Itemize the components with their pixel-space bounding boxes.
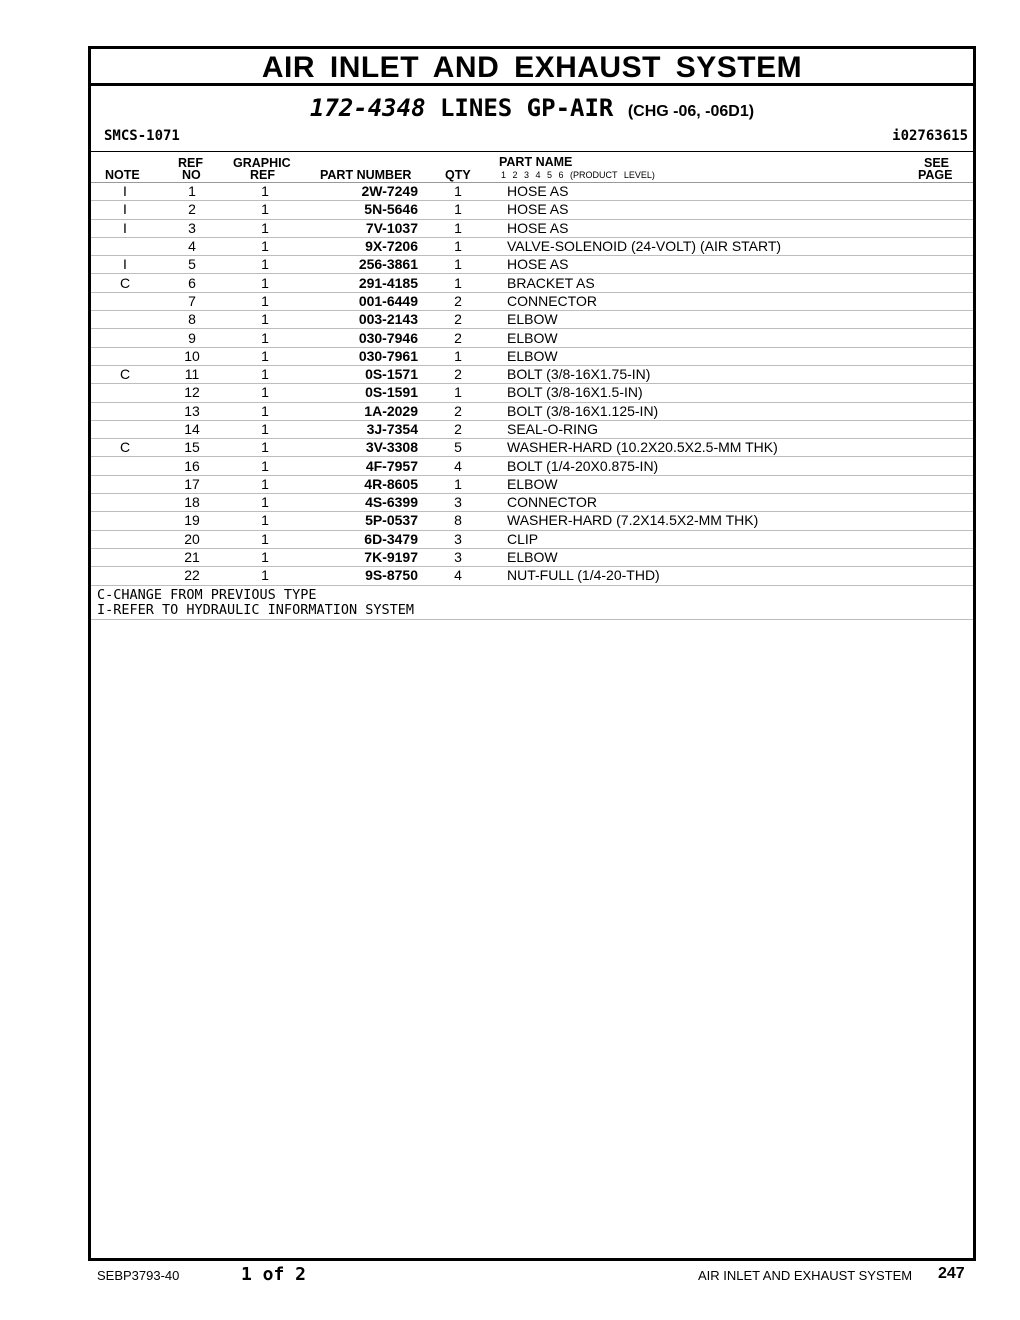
ref-no-cell: 17 [159, 475, 225, 493]
ref-no-cell: 8 [159, 311, 225, 329]
see-page-cell [913, 347, 973, 365]
note-cell [91, 512, 159, 530]
part-number-cell: 9S-8750 [305, 567, 418, 585]
note-cell [91, 567, 159, 585]
graphic-ref-cell: 1 [225, 311, 305, 329]
note-cell: I [91, 183, 159, 201]
graphic-ref-cell: 1 [225, 219, 305, 237]
see-page-cell [913, 292, 973, 310]
part-number-cell: 9X-7206 [305, 237, 418, 255]
col-graphic-header-bottom: REF [250, 168, 275, 182]
note-cell: I [91, 219, 159, 237]
graphic-ref-cell: 1 [225, 494, 305, 512]
part-name-cell: VALVE-SOLENOID (24-VOLT) (AIR START) [498, 237, 913, 255]
table-row [91, 183, 973, 201]
part-number-cell: 7K-9197 [305, 548, 418, 566]
col-graphic-header-top: GRAPHIC [233, 156, 291, 170]
see-page-cell [913, 475, 973, 493]
qty-cell: 2 [418, 292, 498, 310]
note-cell [91, 329, 159, 347]
see-page-cell [913, 548, 973, 566]
part-number-cell: 2W-7249 [305, 183, 418, 201]
qty-cell: 2 [418, 311, 498, 329]
table-row [91, 201, 973, 219]
table-row [91, 384, 973, 402]
qty-cell: 5 [418, 439, 498, 457]
part-number-cell: 0S-1571 [305, 365, 418, 383]
see-page-cell [913, 494, 973, 512]
note-cell [91, 347, 159, 365]
ref-no-cell: 19 [159, 512, 225, 530]
table-row [91, 256, 973, 274]
graphic-ref-cell: 1 [225, 384, 305, 402]
see-page-cell [913, 201, 973, 219]
part-number-cell: 030-7961 [305, 347, 418, 365]
graphic-ref-cell: 1 [225, 530, 305, 548]
parts-table-body [91, 183, 973, 585]
part-group-name: LINES GP-AIR [439, 94, 614, 122]
graphic-ref-cell: 1 [225, 237, 305, 255]
table-row [91, 292, 973, 310]
note-cell: I [91, 256, 159, 274]
part-number-cell: 4R-8605 [305, 475, 418, 493]
part-name-cell: WASHER-HARD (10.2X20.5X2.5-MM THK) [498, 439, 913, 457]
note-hydraulic: I-REFER TO HYDRAULIC INFORMATION SYSTEM [97, 601, 414, 618]
col-ref-header-bottom: NO [182, 168, 201, 182]
table-row [91, 274, 973, 292]
graphic-ref-cell: 1 [225, 274, 305, 292]
col-part-name-header: PART NAME [499, 155, 573, 169]
note-cell [91, 548, 159, 566]
ref-no-cell: 18 [159, 494, 225, 512]
note-cell: I [91, 201, 159, 219]
ref-no-cell: 2 [159, 201, 225, 219]
part-number-cell: 291-4185 [305, 274, 418, 292]
qty-cell: 1 [418, 384, 498, 402]
graphic-ref-cell: 1 [225, 365, 305, 383]
part-number-cell: 0S-1591 [305, 384, 418, 402]
note-cell [91, 311, 159, 329]
see-page-cell [913, 183, 973, 201]
note-cell [91, 530, 159, 548]
note-cell [91, 457, 159, 475]
see-page-cell [913, 256, 973, 274]
page-footer [0, 1264, 1020, 1290]
part-name-cell: ELBOW [498, 475, 913, 493]
note-cell: C [91, 365, 159, 383]
col-ref-header-top: REF [178, 156, 203, 170]
qty-cell: 2 [418, 329, 498, 347]
note-cell: C [91, 274, 159, 292]
graphic-ref-cell: 1 [225, 402, 305, 420]
table-row [91, 494, 973, 512]
qty-cell: 1 [418, 201, 498, 219]
part-name-cell: BRACKET AS [498, 274, 913, 292]
change-note: (CHG -06, -06D1) [627, 103, 755, 120]
part-group-number: 172-4348 [309, 94, 426, 122]
part-name-cell: NUT-FULL (1/4-20-THD) [498, 567, 913, 585]
col-qty-header: QTY [445, 168, 471, 182]
table-row [91, 311, 973, 329]
qty-cell: 1 [418, 475, 498, 493]
see-page-cell [913, 420, 973, 438]
part-number-cell: 256-3861 [305, 256, 418, 274]
qty-cell: 1 [418, 274, 498, 292]
ref-no-cell: 16 [159, 457, 225, 475]
table-row [91, 365, 973, 383]
part-number-cell: 4S-6399 [305, 494, 418, 512]
graphic-ref-cell: 1 [225, 292, 305, 310]
part-number-cell: 3J-7354 [305, 420, 418, 438]
qty-cell: 1 [418, 256, 498, 274]
part-name-cell: SEAL-O-RING [498, 420, 913, 438]
table-row [91, 475, 973, 493]
qty-cell: 4 [418, 567, 498, 585]
document-frame [88, 46, 976, 1261]
part-number-cell: 6D-3479 [305, 530, 418, 548]
table-row [91, 329, 973, 347]
part-number-cell: 7V-1037 [305, 219, 418, 237]
graphic-ref-cell: 1 [225, 548, 305, 566]
note-cell [91, 420, 159, 438]
table-row [91, 420, 973, 438]
product-level-header: 1 2 3 4 5 6 (PRODUCT LEVEL) [501, 170, 655, 180]
note-cell [91, 475, 159, 493]
part-name-cell: CONNECTOR [498, 292, 913, 310]
part-name-cell: CONNECTOR [498, 494, 913, 512]
part-number-cell: 5N-5646 [305, 201, 418, 219]
part-name-cell: HOSE AS [498, 219, 913, 237]
qty-cell: 2 [418, 420, 498, 438]
see-page-cell [913, 329, 973, 347]
part-name-cell: HOSE AS [498, 183, 913, 201]
ref-no-cell: 14 [159, 420, 225, 438]
see-page-cell [913, 402, 973, 420]
image-id: i02763615 [892, 128, 968, 144]
ref-no-cell: 20 [159, 530, 225, 548]
see-page-cell [913, 384, 973, 402]
part-name-cell: BOLT (3/8-16X1.5-IN) [498, 384, 913, 402]
ref-no-cell: 3 [159, 219, 225, 237]
qty-cell: 1 [418, 183, 498, 201]
table-row [91, 457, 973, 475]
table-row [91, 439, 973, 457]
graphic-ref-cell: 1 [225, 347, 305, 365]
graphic-ref-cell: 1 [225, 201, 305, 219]
part-number-cell: 3V-3308 [305, 439, 418, 457]
qty-cell: 3 [418, 494, 498, 512]
see-page-cell [913, 439, 973, 457]
note-cell [91, 402, 159, 420]
graphic-ref-cell: 1 [225, 457, 305, 475]
ref-no-cell: 11 [159, 365, 225, 383]
footer-page-of: 1 of 2 [241, 1264, 307, 1285]
qty-cell: 2 [418, 402, 498, 420]
table-row [91, 530, 973, 548]
note-cell [91, 292, 159, 310]
col-part-number-header: PART NUMBER [320, 168, 412, 182]
part-name-cell: HOSE AS [498, 256, 913, 274]
part-name-cell: ELBOW [498, 311, 913, 329]
note-change: C-CHANGE FROM PREVIOUS TYPE [97, 586, 317, 603]
part-name-cell: BOLT (1/4-20X0.875-IN) [498, 457, 913, 475]
part-number-cell: 003-2143 [305, 311, 418, 329]
see-page-cell [913, 365, 973, 383]
qty-cell: 3 [418, 548, 498, 566]
see-page-cell [913, 311, 973, 329]
qty-cell: 1 [418, 347, 498, 365]
identifier-row [91, 122, 973, 152]
part-name-cell: ELBOW [498, 548, 913, 566]
ref-no-cell: 13 [159, 402, 225, 420]
ref-no-cell: 9 [159, 329, 225, 347]
page-title: AIR INLET AND EXHAUST SYSTEM [91, 49, 973, 86]
table-row [91, 512, 973, 530]
ref-no-cell: 1 [159, 183, 225, 201]
col-see-header-bottom: PAGE [918, 168, 953, 182]
graphic-ref-cell: 1 [225, 183, 305, 201]
graphic-ref-cell: 1 [225, 475, 305, 493]
qty-cell: 4 [418, 457, 498, 475]
part-group-heading [91, 86, 973, 122]
table-row [91, 548, 973, 566]
part-name-cell: ELBOW [498, 329, 913, 347]
graphic-ref-cell: 1 [225, 567, 305, 585]
table-row [91, 567, 973, 585]
qty-cell: 3 [418, 530, 498, 548]
ref-no-cell: 4 [159, 237, 225, 255]
qty-cell: 2 [418, 365, 498, 383]
part-number-cell: 001-6449 [305, 292, 418, 310]
ref-no-cell: 7 [159, 292, 225, 310]
footer-doc-number: SEBP3793-40 [97, 1268, 180, 1283]
graphic-ref-cell: 1 [225, 439, 305, 457]
graphic-ref-cell: 1 [225, 329, 305, 347]
ref-no-cell: 21 [159, 548, 225, 566]
part-name-cell: HOSE AS [498, 201, 913, 219]
part-number-cell: 4F-7957 [305, 457, 418, 475]
note-cell [91, 494, 159, 512]
note-cell: C [91, 439, 159, 457]
part-number-cell: 5P-0537 [305, 512, 418, 530]
ref-no-cell: 12 [159, 384, 225, 402]
parts-table [91, 183, 973, 586]
ref-no-cell: 6 [159, 274, 225, 292]
part-name-cell: BOLT (3/8-16X1.125-IN) [498, 402, 913, 420]
part-name-cell: WASHER-HARD (7.2X14.5X2-MM THK) [498, 512, 913, 530]
ref-no-cell: 22 [159, 567, 225, 585]
table-row [91, 219, 973, 237]
ref-no-cell: 5 [159, 256, 225, 274]
see-page-cell [913, 237, 973, 255]
table-row [91, 237, 973, 255]
notes-section [91, 586, 973, 620]
qty-cell: 8 [418, 512, 498, 530]
graphic-ref-cell: 1 [225, 256, 305, 274]
table-row [91, 347, 973, 365]
note-cell [91, 384, 159, 402]
part-name-cell: CLIP [498, 530, 913, 548]
part-name-cell: BOLT (3/8-16X1.75-IN) [498, 365, 913, 383]
footer-section: AIR INLET AND EXHAUST SYSTEM [698, 1268, 913, 1283]
table-header [91, 152, 973, 183]
part-name-cell: ELBOW [498, 347, 913, 365]
col-see-header-top: SEE [924, 156, 950, 170]
smcs-code: SMCS-1071 [104, 128, 180, 144]
see-page-cell [913, 219, 973, 237]
graphic-ref-cell: 1 [225, 512, 305, 530]
col-note-header: NOTE [105, 168, 140, 182]
see-page-cell [913, 530, 973, 548]
see-page-cell [913, 567, 973, 585]
graphic-ref-cell: 1 [225, 420, 305, 438]
part-number-cell: 030-7946 [305, 329, 418, 347]
ref-no-cell: 10 [159, 347, 225, 365]
qty-cell: 1 [418, 219, 498, 237]
see-page-cell [913, 512, 973, 530]
footer-page-number: 247 [938, 1265, 965, 1282]
table-row [91, 402, 973, 420]
see-page-cell [913, 457, 973, 475]
qty-cell: 1 [418, 237, 498, 255]
see-page-cell [913, 274, 973, 292]
ref-no-cell: 15 [159, 439, 225, 457]
note-cell [91, 237, 159, 255]
part-number-cell: 1A-2029 [305, 402, 418, 420]
